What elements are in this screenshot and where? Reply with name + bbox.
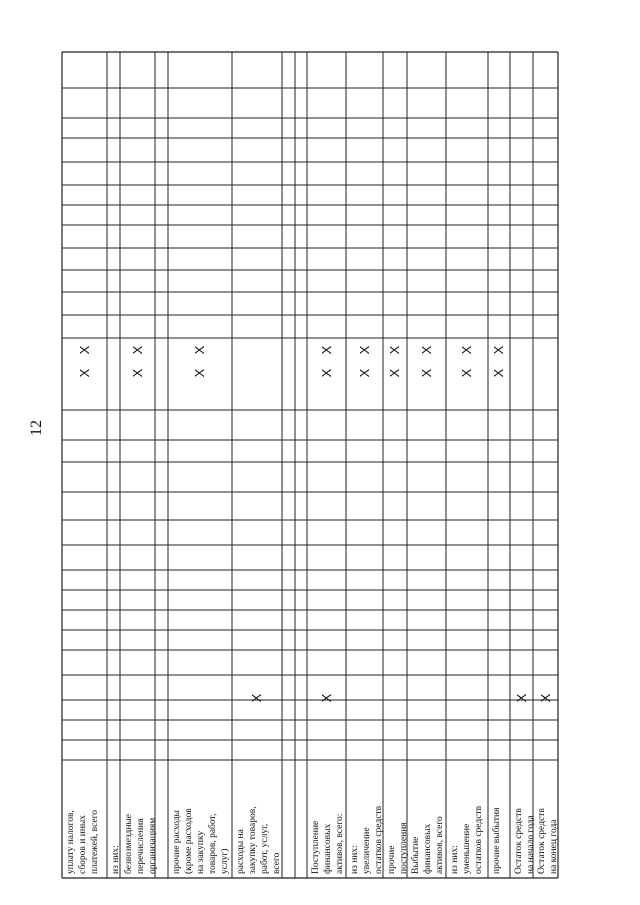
- row-label: Остаток средств на начало года: [514, 808, 536, 874]
- cross-mark: X: [418, 368, 434, 378]
- cross-mark: X: [318, 693, 334, 703]
- cross-mark: X: [76, 345, 92, 355]
- cross-mark: X: [459, 368, 474, 378]
- cross-mark: X: [318, 368, 334, 378]
- cross-mark: X: [356, 368, 372, 378]
- row-label: расходы на закупку товаров, работ, услуг, всего: [236, 806, 282, 874]
- row-label: Выбытие финансовых активов, всего: [411, 816, 445, 874]
- cross-mark: X: [249, 693, 264, 703]
- row-label: из них:: [111, 845, 121, 874]
- cross-mark: X: [192, 368, 207, 378]
- cross-mark: X: [192, 345, 207, 355]
- row-label: прочие расходы (кроме расходов на закупку товаров, работ, услуг): [172, 808, 230, 874]
- cross-mark: X: [76, 368, 92, 378]
- cross-mark: X: [387, 345, 402, 355]
- cross-mark: X: [129, 345, 145, 355]
- cross-mark: X: [513, 693, 529, 703]
- row-label: прочие выбытия: [492, 807, 502, 874]
- cross-mark: X: [459, 345, 474, 355]
- row-label: безвозмездные перечисления организациям: [124, 813, 158, 874]
- cross-mark: X: [129, 368, 145, 378]
- cross-mark: X: [491, 345, 506, 355]
- page-number: 12: [28, 420, 45, 436]
- cross-mark: X: [491, 368, 506, 378]
- row-label: из них: увеличение остатков средств: [350, 805, 384, 874]
- cross-mark: X: [356, 345, 372, 355]
- row-label: Поступление финансовых активов, всего:: [311, 813, 345, 874]
- row-label: Остаток средств на конец года: [537, 808, 559, 874]
- cross-mark: X: [418, 345, 434, 355]
- cross-mark: X: [387, 368, 402, 378]
- cross-mark: X: [318, 345, 334, 355]
- row-label: уплату налогов, сборов и иных платежей, всего: [66, 809, 100, 874]
- row-label: прочие поступления: [387, 822, 409, 874]
- cross-mark: X: [537, 693, 553, 703]
- row-label: из них: уменьшение остатков средств: [450, 805, 484, 874]
